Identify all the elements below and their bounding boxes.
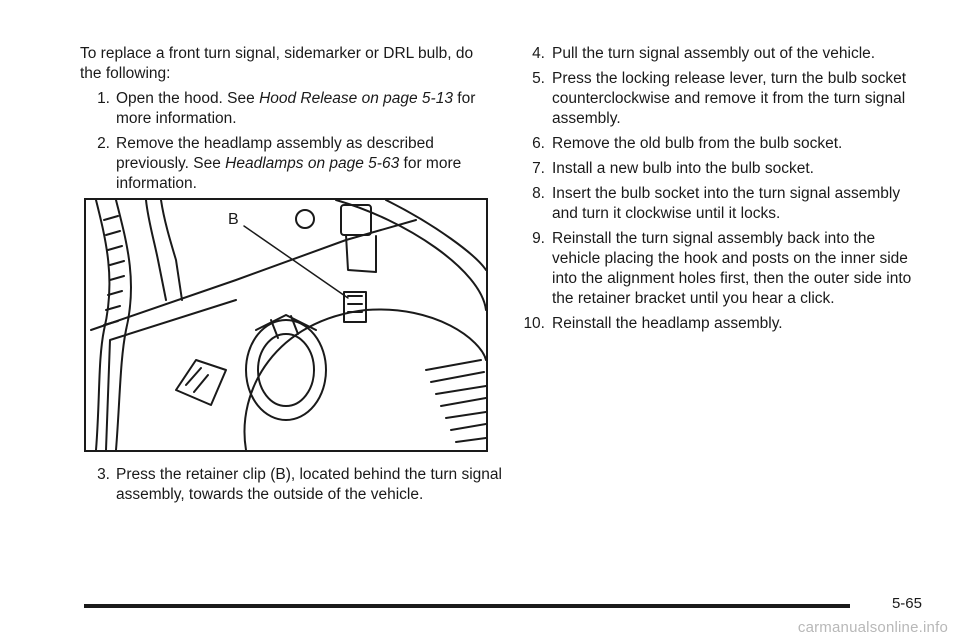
step-text: Open the hood. See [116,90,260,107]
step-7 [523,159,923,179]
headlamp-assembly-illustration [84,198,488,452]
step-number: 8. [532,185,545,202]
step-text: Reinstall the turn signal assembly back into the vehicle placing the hook and posts on the inner side into the alignment holes first, then the outer side into the retainer bracket until you hear a click. [552,230,912,307]
cross-reference: Hood Release on page 5-13 [259,90,453,107]
step-text: Press the locking release lever, turn the bulb socket counterclockwise and remove it from the turn signal assembly. [552,70,907,127]
step-text: Press the retainer clip (B), located behind the turn signal assembly, towards the outside of the vehicle. [116,466,502,503]
left-column [80,44,492,199]
step-number: 1. [97,90,110,107]
step-number: 4. [532,45,545,62]
step-10 [523,314,923,334]
step-text: for more information. [116,90,476,127]
step-9 [523,229,923,309]
step-3 [80,465,536,505]
step-number: 9. [532,230,545,247]
cross-reference: Headlamps on page 5-63 [225,155,400,172]
step-text: Remove the headlamp assembly as described previously. See [116,135,434,172]
step-6 [523,134,923,154]
illustration-drawing [86,200,486,450]
step-text: for more information. [116,155,462,192]
page-number: 5-65 [891,595,922,612]
watermark: carmanualsonline.info [797,619,948,636]
step-number: 6. [532,135,545,152]
step-number: 7. [532,160,545,177]
intro-text: To replace a front turn signal, sidemarker or DRL bulb, do the following: [80,45,474,82]
callout-label: B [228,211,239,228]
step-number: 3. [97,466,110,483]
step-2 [80,134,492,194]
step-4 [523,44,923,64]
step-text: Pull the turn signal assembly out of the vehicle. [552,45,876,62]
step-1 [80,89,492,129]
step-number: 10. [523,315,545,332]
step-text: Insert the bulb socket into the turn signal assembly and turn it clockwise until it locks. [552,185,901,222]
step-text: Reinstall the headlamp assembly. [552,315,783,332]
step-number: 5. [532,70,545,87]
step-8 [523,184,923,224]
step-text: Remove the old bulb from the bulb socket. [552,135,843,152]
step-number: 2. [97,135,110,152]
step-5 [523,69,923,129]
right-column [523,44,923,339]
step-text: Install a new bulb into the bulb socket. [552,160,814,177]
footer-rule [84,604,850,608]
